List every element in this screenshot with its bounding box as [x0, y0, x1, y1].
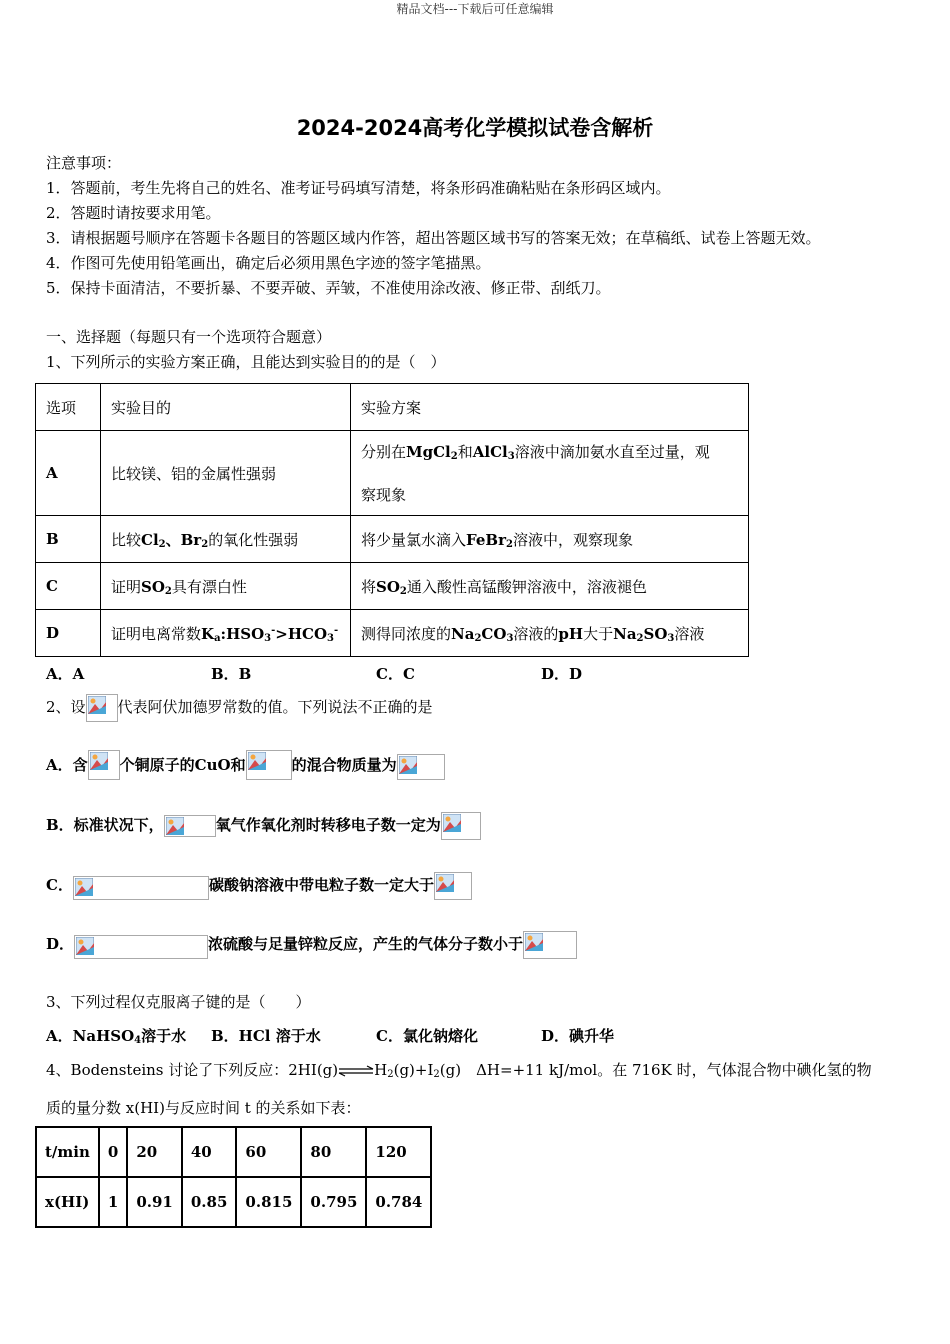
option-cell: A — [36, 431, 101, 516]
q1-answer-b[interactable]: B．B — [211, 665, 252, 683]
option-cell: D — [36, 610, 101, 657]
table-row — [36, 431, 749, 516]
q3-stem: 3、下列过程仅克服离子键的是（ ） — [46, 993, 311, 1011]
option-cell: C — [36, 563, 101, 610]
image-placeholder-icon — [164, 815, 216, 837]
section-heading: 一、选择题（每题只有一个选项符合题意） — [46, 328, 332, 346]
table-cell: 0.91 — [127, 1177, 182, 1227]
goal-cell: 证明电离常数$K_a:HSO_3^->HCO_3^-$ — [101, 610, 351, 657]
q2-option-b[interactable]: B．标准状况下， 氧气作氧化剂时转移电子数一定为 — [46, 810, 481, 840]
table-cell: t/min — [36, 1127, 99, 1177]
page-title: 2024-2024高考化学模拟试卷含解析 — [296, 116, 654, 140]
q1-table — [35, 383, 749, 657]
notice-item: 4．作图可先使用铅笔画出，确定后必须用黑色字迹的签字笔描黑。 — [46, 254, 491, 272]
notice-item: 2．答题时请按要求用笔。 — [46, 204, 221, 222]
q3-option-d[interactable]: D．碘升华 — [541, 1027, 615, 1045]
table-header-row — [36, 384, 749, 431]
plan-cell: 将少量氯水滴入FeBr$_2$溶液中，观察现象 — [351, 516, 749, 563]
table-row — [36, 563, 749, 610]
table-cell: 20 — [127, 1127, 182, 1177]
q4-table — [35, 1126, 432, 1228]
image-placeholder-icon — [74, 935, 208, 959]
table-row — [36, 610, 749, 657]
table-row — [36, 516, 749, 563]
image-placeholder-icon — [441, 812, 481, 840]
table-cell: 0.784 — [366, 1177, 431, 1227]
q3-option-a[interactable]: A．NaHSO$_4$溶于水 — [46, 1027, 187, 1046]
table-cell: 0.795 — [301, 1177, 366, 1227]
plan-cell: 分别在MgCl$_2$和AlCl$_3$溶液中滴加氨水直至过量，观 察现象 — [351, 431, 749, 516]
header-cell: 实验目的 — [101, 384, 351, 431]
q3-option-b[interactable]: B．HCl 溶于水 — [211, 1027, 321, 1045]
q1-answer-c[interactable]: C．C — [376, 665, 415, 683]
image-placeholder-icon — [397, 754, 445, 780]
notice-heading: 注意事项： — [46, 154, 122, 172]
table-row — [36, 1177, 431, 1227]
image-placeholder-icon — [86, 694, 118, 722]
q4-line2: 质的量分数 x(HI)与反应时间 t 的关系如下表： — [46, 1099, 361, 1117]
goal-cell: 比较$Cl_2$、$Br_2$的氧化性强弱 — [101, 516, 351, 563]
notice-item: 3．请根据题号顺序在答题卡各题目的答题区域内作答，超出答题区域书写的答案无效；在草稿纸、试卷上答题无效。 — [46, 229, 821, 247]
q2-option-d[interactable]: D． 浓硫酸与足量锌粒反应，产生的气体分子数小于 — [46, 929, 577, 959]
image-placeholder-icon — [246, 750, 292, 780]
option-cell: B — [36, 516, 101, 563]
page-header: 精品文档---下载后可任意编辑 — [396, 2, 554, 16]
notice-item: 1．答题前，考生先将自己的姓名、准考证号码填写清楚，将条形码准确粘贴在条形码区域内。 — [46, 179, 671, 197]
q2-option-c[interactable]: C． 碳酸钠溶液中带电粒子数一定大于 — [46, 870, 472, 900]
header-cell: 选项 — [36, 384, 101, 431]
equilibrium-arrow-icon — [338, 1065, 374, 1077]
goal-cell: 证明$SO_2$具有漂白性 — [101, 563, 351, 610]
table-cell: 60 — [236, 1127, 301, 1177]
plan-cell: 测得同浓度的$Na_2CO_3$溶液的pH大于$Na_2SO_3$溶液 — [351, 610, 749, 657]
q4-line1: 4、Bodensteins 讨论了下列反应：2HI(g) $H_2(g)+I_2(g)$ ΔH=+11 kJ/mol。在 716K 时，气体混合物中碘化氢的物 — [46, 1061, 872, 1080]
q2-option-a[interactable]: A．含 个铜原子的CuO和 的混合物质量为 — [46, 750, 445, 780]
goal-cell: 比较镁、铝的金属性强弱 — [101, 431, 351, 516]
image-placeholder-icon — [523, 931, 577, 959]
table-cell: 80 — [301, 1127, 366, 1177]
table-cell: 0 — [99, 1127, 127, 1177]
table-cell: 1 — [99, 1177, 127, 1227]
image-placeholder-icon — [88, 750, 120, 780]
q2-stem: 2、设 代表阿伏加德罗常数的值。下列说法不正确的是 — [46, 692, 433, 722]
image-placeholder-icon — [73, 876, 209, 900]
table-cell: 40 — [182, 1127, 237, 1177]
q3-option-c[interactable]: C．氯化钠熔化 — [376, 1027, 478, 1045]
table-cell: 120 — [366, 1127, 431, 1177]
q1-answer-a[interactable]: A．A — [46, 665, 85, 683]
notice-item: 5．保持卡面清洁，不要折暴、不要弄破、弄皱，不准使用涂改液、修正带、刮纸刀。 — [46, 279, 611, 297]
table-cell: 0.815 — [236, 1177, 301, 1227]
q1-stem: 1、下列所示的实验方案正确，且能达到实验目的的是（ ） — [46, 353, 446, 371]
q1-answer-d[interactable]: D．D — [541, 665, 583, 683]
header-cell: 实验方案 — [351, 384, 749, 431]
table-cell: 0.85 — [182, 1177, 237, 1227]
plan-cell: 将$SO_2$通入酸性高锰酸钾溶液中，溶液褪色 — [351, 563, 749, 610]
table-row — [36, 1127, 431, 1177]
image-placeholder-icon — [434, 872, 472, 900]
table-cell: x(HI) — [36, 1177, 99, 1227]
